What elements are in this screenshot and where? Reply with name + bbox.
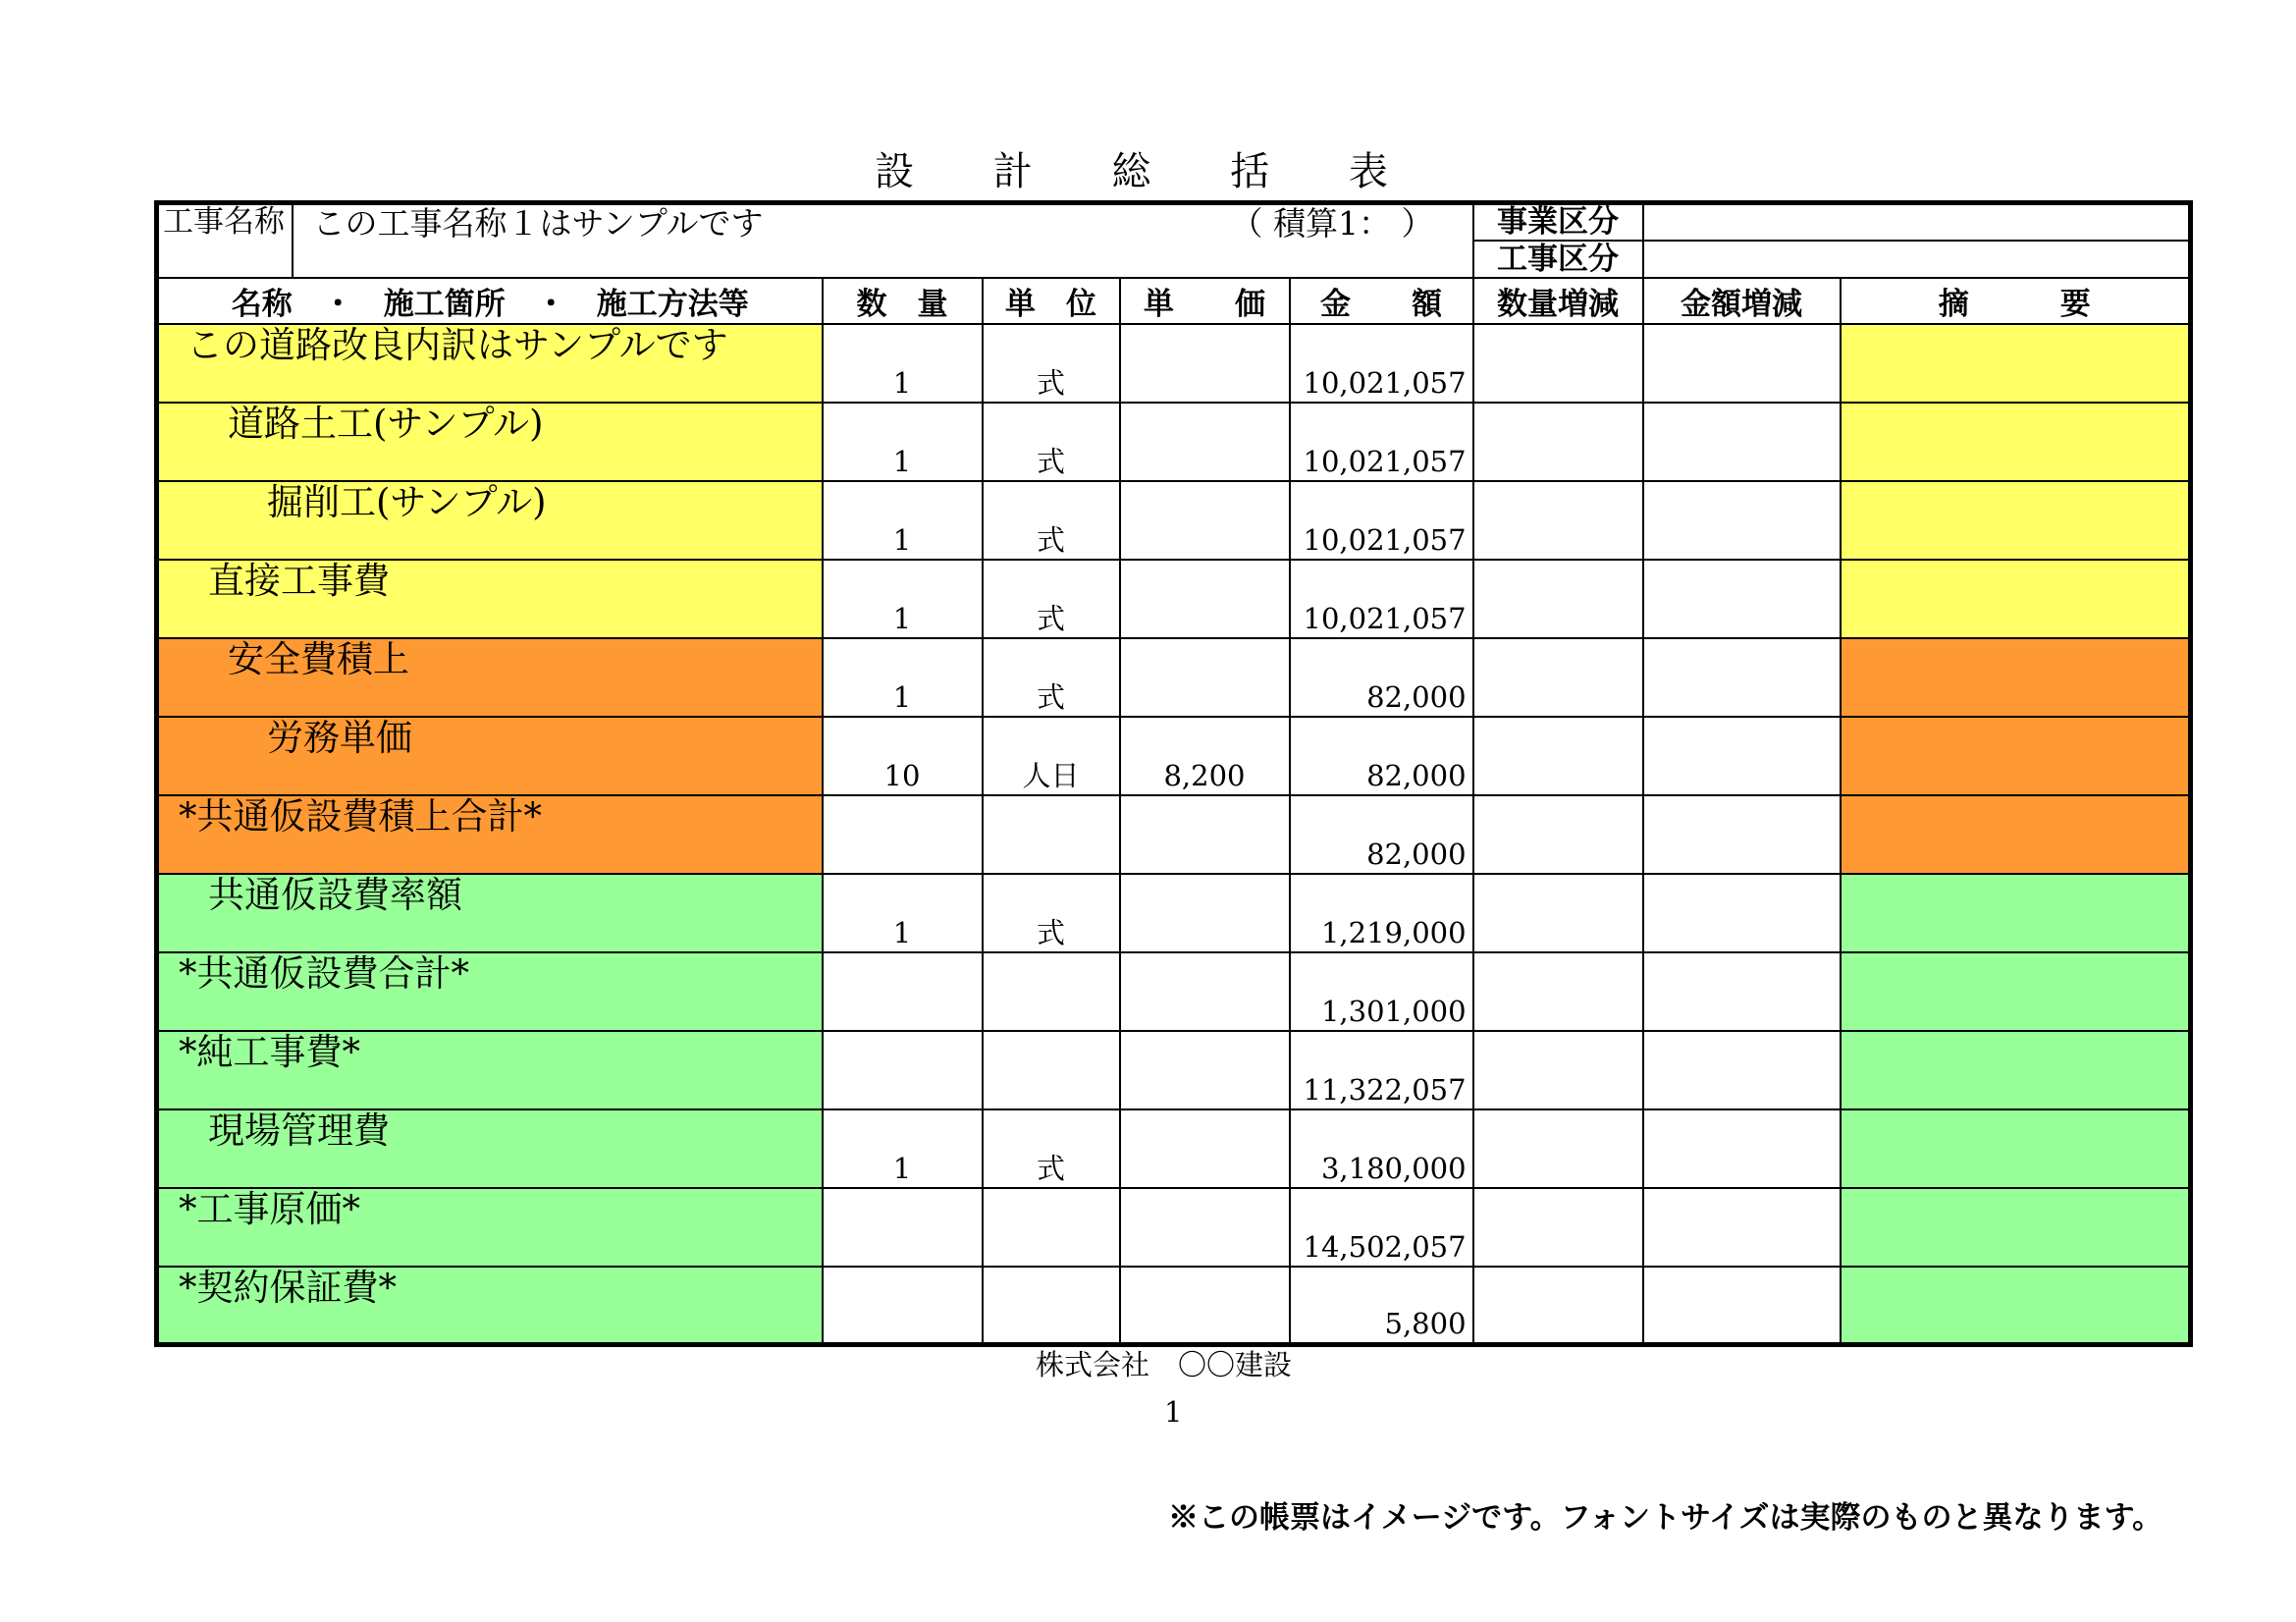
row-name: *工事原価*: [179, 1187, 360, 1230]
row-remarks[interactable]: [1841, 324, 2191, 403]
row-qty-change[interactable]: [1473, 1109, 1643, 1188]
row-unit: [983, 1267, 1120, 1345]
row-amount-change[interactable]: [1643, 560, 1841, 638]
row-unit: 式: [983, 874, 1120, 952]
table-row: [157, 795, 2191, 874]
page-number: 1: [1164, 1395, 1183, 1429]
row-qty-change[interactable]: [1473, 874, 1643, 952]
row-name-cell: [157, 717, 823, 795]
row-name-cell: [157, 1267, 823, 1345]
row-unit: 式: [983, 560, 1120, 638]
row-remarks[interactable]: [1841, 1109, 2191, 1188]
row-qty: [823, 1267, 983, 1345]
row-remarks[interactable]: [1841, 1031, 2191, 1109]
row-price: [1120, 874, 1290, 952]
table-row: [157, 1109, 2191, 1188]
row-amount: 10,021,057: [1290, 324, 1473, 403]
koji-name-cell[interactable]: [293, 203, 1473, 278]
row-amount-change[interactable]: [1643, 717, 1841, 795]
row-name: 安全費積上: [228, 637, 409, 680]
page-title: 設 計 総 括 表: [875, 149, 1421, 194]
row-unit: [983, 952, 1120, 1031]
row-remarks[interactable]: [1841, 638, 2191, 717]
row-price: [1120, 1267, 1290, 1345]
row-amount-change[interactable]: [1643, 324, 1841, 403]
row-amount-change[interactable]: [1643, 874, 1841, 952]
col-header-amount-change: 金額増減: [1643, 278, 1841, 324]
company-name: 株式会社 〇〇建設: [1036, 1348, 1293, 1381]
row-amount-change[interactable]: [1643, 1031, 1841, 1109]
row-qty: 10: [823, 717, 983, 795]
row-amount: 11,322,057: [1290, 1031, 1473, 1109]
koji-kubun-value[interactable]: [1643, 241, 2191, 278]
row-unit: 式: [983, 638, 1120, 717]
row-amount: 10,021,057: [1290, 403, 1473, 481]
row-amount: 82,000: [1290, 795, 1473, 874]
row-amount: 1,219,000: [1290, 874, 1473, 952]
row-price: [1120, 1109, 1290, 1188]
row-qty: 1: [823, 403, 983, 481]
row-qty: 1: [823, 560, 983, 638]
row-amount: 5,800: [1290, 1267, 1473, 1345]
row-name: 共通仮設費率額: [208, 873, 462, 916]
table-row: [157, 874, 2191, 952]
row-name: *共通仮設費合計*: [179, 951, 469, 995]
col-header-qty-change: 数量増減: [1473, 278, 1643, 324]
row-name-cell: [157, 560, 823, 638]
table-row: [157, 1031, 2191, 1109]
row-amount: 1,301,000: [1290, 952, 1473, 1031]
row-amount-change[interactable]: [1643, 638, 1841, 717]
table-row: [157, 638, 2191, 717]
col-header-remarks: 摘 要: [1841, 278, 2191, 324]
row-name: *契約保証費*: [179, 1266, 397, 1309]
table-row: [157, 481, 2191, 560]
row-name-cell: [157, 874, 823, 952]
row-unit: 式: [983, 324, 1120, 403]
col-header-unit: 単 位: [983, 278, 1120, 324]
design-summary-table: [154, 200, 2193, 1347]
row-qty: 1: [823, 1109, 983, 1188]
table-row: [157, 324, 2191, 403]
row-qty-change[interactable]: [1473, 1188, 1643, 1267]
row-amount-change[interactable]: [1643, 795, 1841, 874]
row-price: [1120, 560, 1290, 638]
row-amount-change[interactable]: [1643, 403, 1841, 481]
row-qty-change[interactable]: [1473, 481, 1643, 560]
row-amount: 82,000: [1290, 717, 1473, 795]
row-remarks[interactable]: [1841, 1188, 2191, 1267]
row-price: [1120, 795, 1290, 874]
row-price: [1120, 403, 1290, 481]
row-qty-change[interactable]: [1473, 717, 1643, 795]
table-row: [157, 1188, 2191, 1267]
row-qty: [823, 795, 983, 874]
row-unit: 人日: [983, 717, 1120, 795]
row-amount: 3,180,000: [1290, 1109, 1473, 1188]
row-price: [1120, 481, 1290, 560]
row-amount: 82,000: [1290, 638, 1473, 717]
row-unit: 式: [983, 403, 1120, 481]
row-qty: 1: [823, 874, 983, 952]
row-price: [1120, 952, 1290, 1031]
row-remarks[interactable]: [1841, 1267, 2191, 1345]
row-remarks[interactable]: [1841, 795, 2191, 874]
row-remarks[interactable]: [1841, 952, 2191, 1031]
row-name-cell: [157, 1031, 823, 1109]
row-name: この道路改良内訳はサンプルです: [187, 323, 728, 366]
row-amount: 10,021,057: [1290, 560, 1473, 638]
row-name: 掘削工(サンプル): [267, 480, 547, 523]
row-amount-change[interactable]: [1643, 1188, 1841, 1267]
row-qty-change[interactable]: [1473, 560, 1643, 638]
row-price: [1120, 638, 1290, 717]
row-qty: 1: [823, 638, 983, 717]
disclaimer-note: ※この帳票はイメージです。フォントサイズは実際のものと異なります。: [1168, 1500, 2163, 1536]
koji-name-label: 工事名称: [157, 203, 293, 278]
row-amount-change[interactable]: [1643, 1109, 1841, 1188]
row-unit: [983, 795, 1120, 874]
jigyo-kubun-label: 事業区分: [1473, 203, 1643, 241]
row-name-cell: [157, 795, 823, 874]
row-remarks[interactable]: [1841, 560, 2191, 638]
row-qty: 1: [823, 324, 983, 403]
row-qty: [823, 1031, 983, 1109]
row-name: 道路土工(サンプル): [228, 402, 544, 445]
row-unit: [983, 1188, 1120, 1267]
row-remarks[interactable]: [1841, 481, 2191, 560]
row-amount: 10,021,057: [1290, 481, 1473, 560]
row-qty-change[interactable]: [1473, 324, 1643, 403]
table-row: [157, 403, 2191, 481]
row-price: [1120, 1188, 1290, 1267]
column-header-row: [157, 278, 2191, 324]
row-name: *共通仮設費積上合計*: [179, 794, 542, 838]
jigyo-kubun-value[interactable]: [1643, 203, 2191, 241]
row-qty-change[interactable]: [1473, 795, 1643, 874]
row-name-cell: [157, 638, 823, 717]
row-name: 直接工事費: [208, 559, 390, 602]
row-qty-change[interactable]: [1473, 1031, 1643, 1109]
row-name-cell: [157, 1109, 823, 1188]
row-unit: 式: [983, 481, 1120, 560]
row-name-cell: [157, 481, 823, 560]
table-row: [157, 560, 2191, 638]
row-qty: [823, 1188, 983, 1267]
row-qty-change[interactable]: [1473, 403, 1643, 481]
row-unit: 式: [983, 1109, 1120, 1188]
row-price: [1120, 324, 1290, 403]
row-remarks[interactable]: [1841, 403, 2191, 481]
row-amount-change[interactable]: [1643, 952, 1841, 1031]
row-name-cell: [157, 1188, 823, 1267]
sekisan-label: （ 積算1： ）: [1230, 204, 1434, 243]
row-name: 現場管理費: [208, 1108, 390, 1152]
col-header-amount: 金 額: [1290, 278, 1473, 324]
col-header-name: 名称 ・ 施工箇所 ・ 施工方法等: [157, 278, 823, 324]
row-name-cell: [157, 403, 823, 481]
table-row: [157, 717, 2191, 795]
row-qty: [823, 952, 983, 1031]
row-qty-change[interactable]: [1473, 1267, 1643, 1345]
col-header-qty: 数 量: [823, 278, 983, 324]
row-remarks[interactable]: [1841, 874, 2191, 952]
row-qty-change[interactable]: [1473, 952, 1643, 1031]
row-remarks[interactable]: [1841, 717, 2191, 795]
koji-kubun-label: 工事区分: [1473, 241, 1643, 278]
koji-name-value: この工事名称１はサンプルです: [312, 204, 764, 243]
row-qty: 1: [823, 481, 983, 560]
row-name-cell: [157, 952, 823, 1031]
row-name-cell: [157, 324, 823, 403]
row-name: 労務単価: [267, 716, 412, 759]
table-row: [157, 1267, 2191, 1345]
row-amount-change[interactable]: [1643, 481, 1841, 560]
row-amount-change[interactable]: [1643, 1267, 1841, 1345]
col-header-price: 単 価: [1120, 278, 1290, 324]
row-price: 8,200: [1120, 717, 1290, 795]
row-name: *純工事費*: [179, 1030, 360, 1073]
table-row: [157, 952, 2191, 1031]
row-price: [1120, 1031, 1290, 1109]
row-qty-change[interactable]: [1473, 638, 1643, 717]
row-amount: 14,502,057: [1290, 1188, 1473, 1267]
row-unit: [983, 1031, 1120, 1109]
